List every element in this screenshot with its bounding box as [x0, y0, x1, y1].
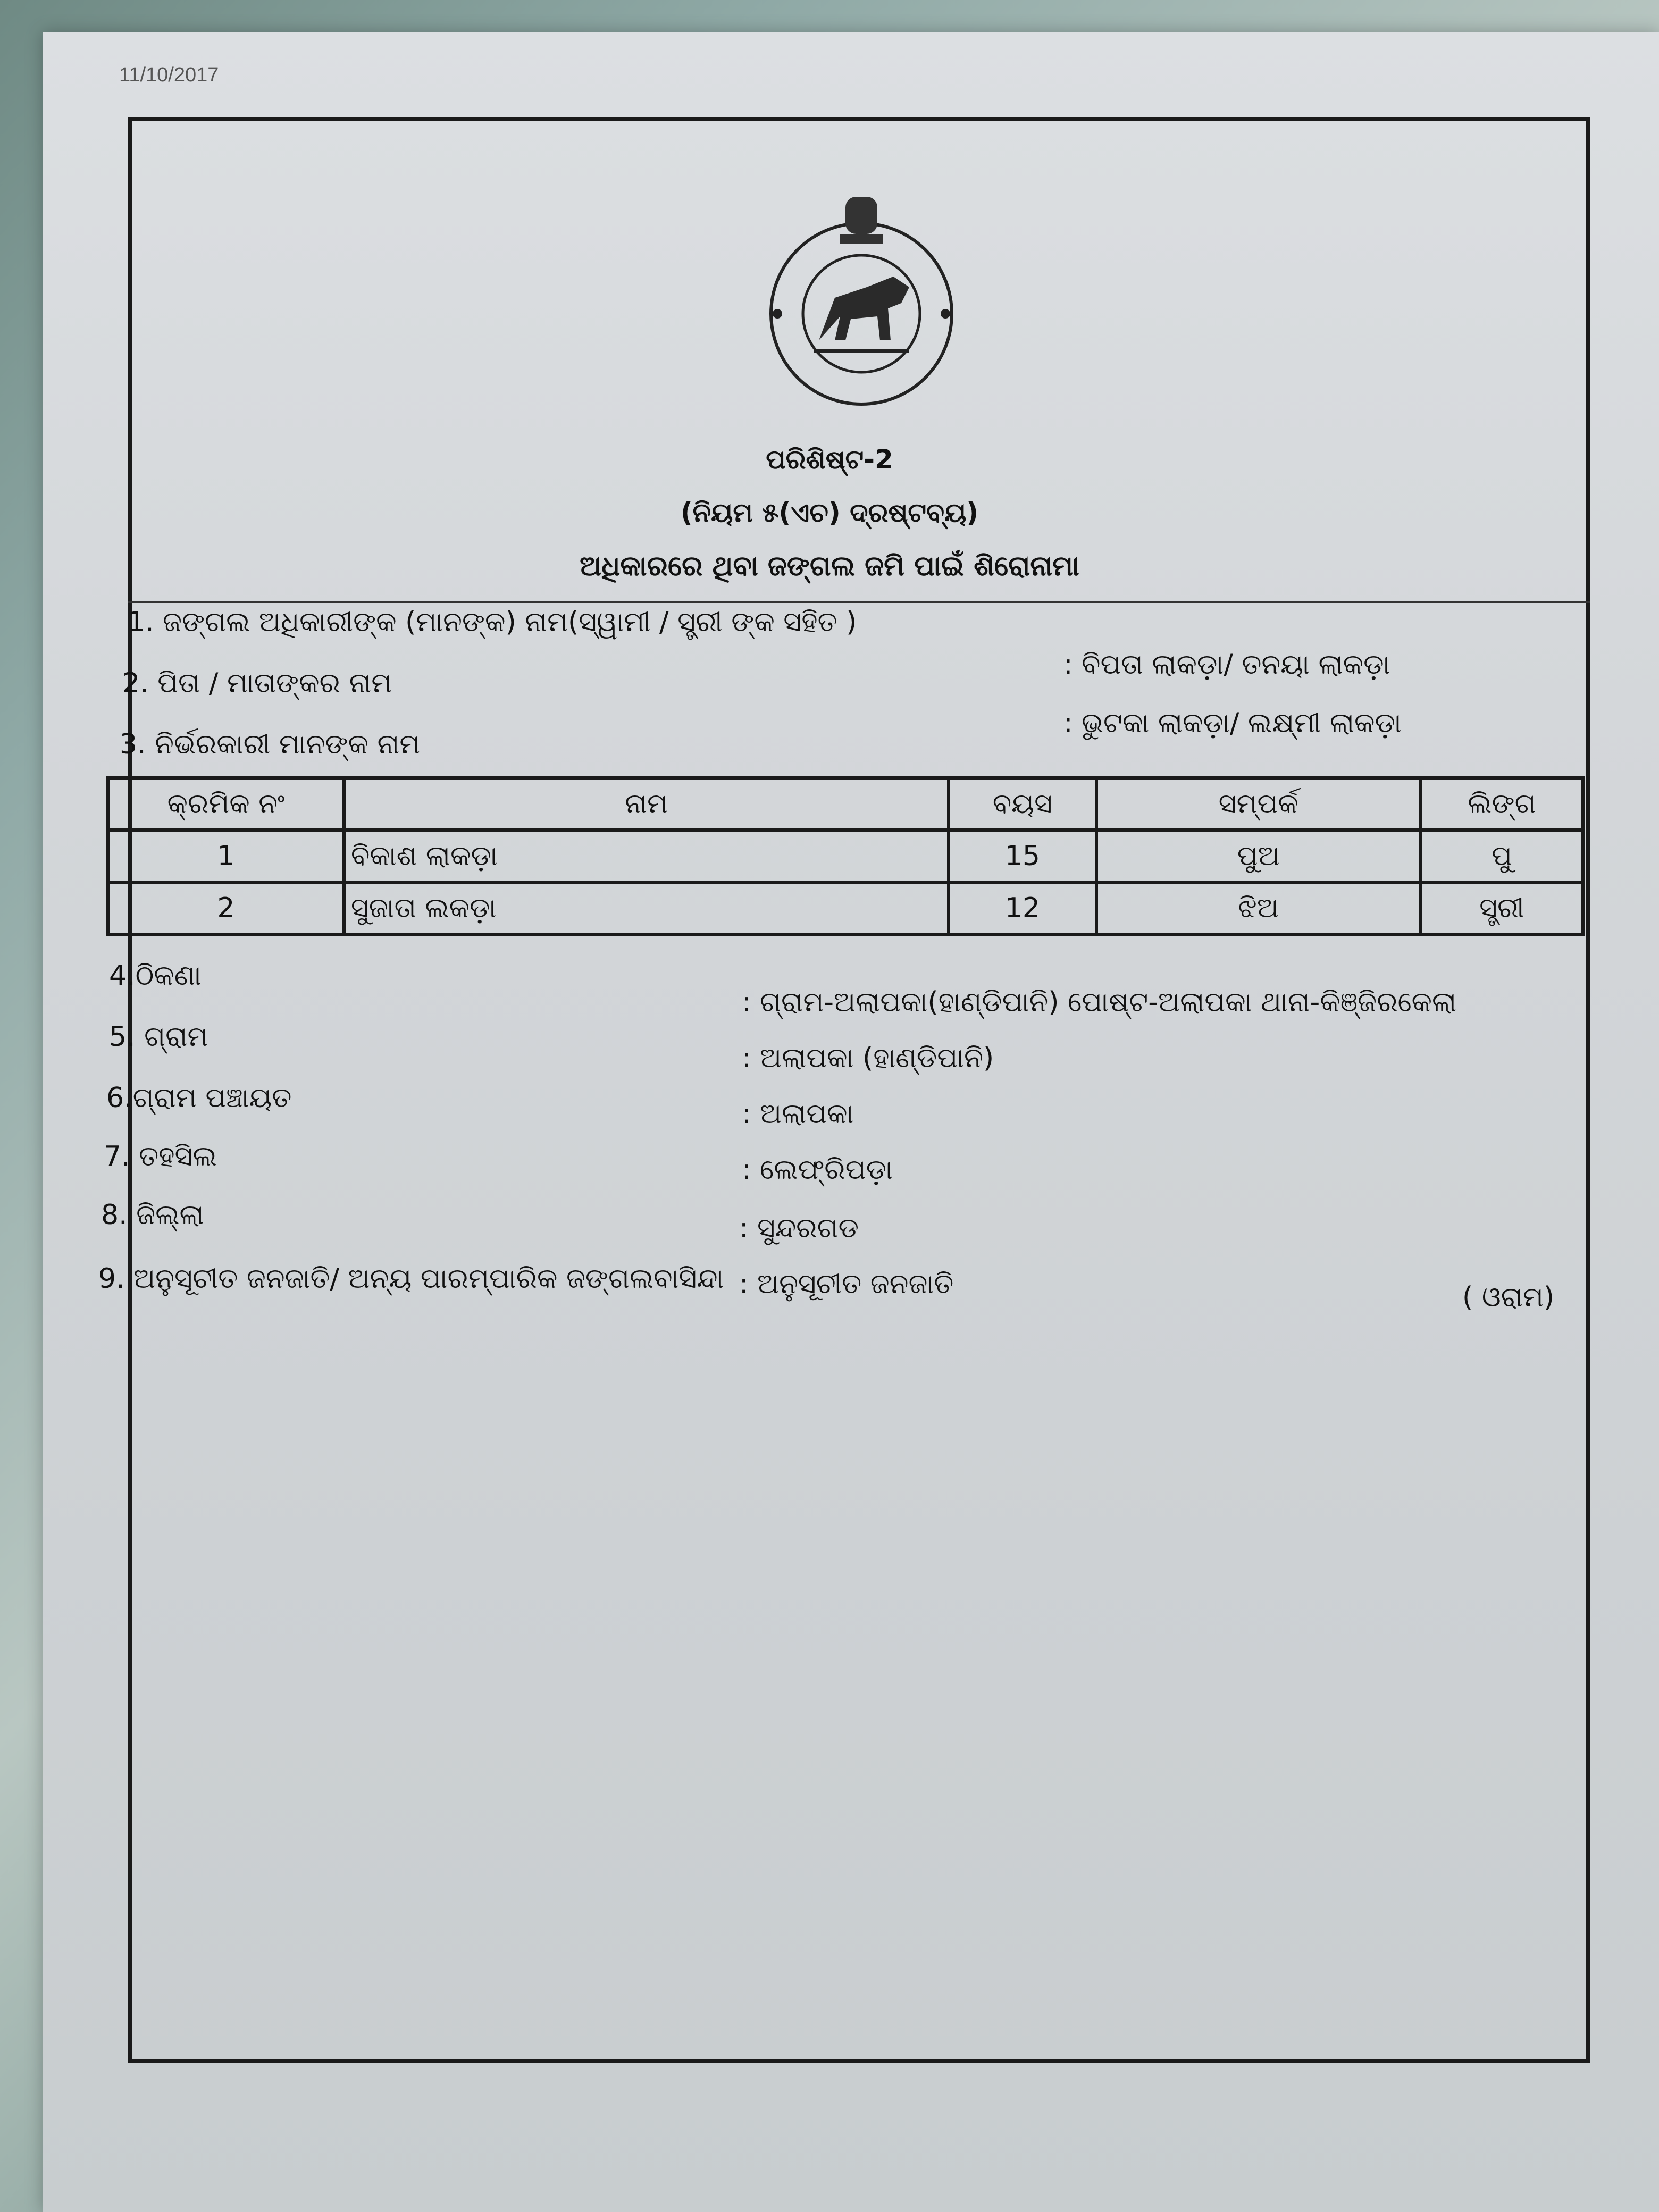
field-label-district: 8. ଜିଲ୍ଲା	[101, 1199, 204, 1231]
cell-gender: ପୁ	[1421, 830, 1583, 882]
tribe-note: ( ଓରାମ)	[1462, 1281, 1555, 1313]
cell-serial: 1	[108, 830, 344, 882]
field-label-dependents: 3. ନିର୍ଭରକାରୀ ମାନଙ୍କ ନାମ	[120, 728, 421, 760]
cell-age: 12	[949, 882, 1096, 934]
cell-serial: 2	[108, 882, 344, 934]
odisha-seal-icon	[766, 197, 957, 409]
field-value-village: : ଅଲାପକା (ହାଣ୍ଡିପାନି)	[742, 1042, 994, 1074]
date-stamp: 11/10/2017	[119, 64, 219, 86]
field-label-parents: 2. ପିତା / ମାତାଙ୍କର ନାମ	[122, 667, 392, 699]
table-header-row	[108, 778, 1583, 830]
col-gender: ଲିଙ୍ଗ	[1421, 778, 1583, 830]
table-row	[108, 830, 1583, 882]
field-value-tehsil: : ଲେଫ୍ରିପଡ଼ା	[742, 1154, 893, 1186]
field-label-address: 4.ଠିକଣା	[109, 960, 202, 992]
cell-age: 15	[949, 830, 1096, 882]
field-label-tribe: 9. ଅନୁସୂଚୀତ ଜନଜାତି/ ଅନ୍ୟ ପାରମ୍ପାରିକ ଜଙ୍ଗଲବାସିନ୍ଦା	[98, 1263, 724, 1295]
table-row	[108, 882, 1583, 934]
cell-relation: ପୁଅ	[1096, 830, 1421, 882]
header-divider	[128, 601, 1590, 603]
field-value-tribe: : ଅନୁସୂଚୀତ ଜନଜାତି	[739, 1268, 954, 1300]
cell-relation: ଝିଅ	[1096, 882, 1421, 934]
col-name: ନାମ	[344, 778, 949, 830]
field-label-village: 5. ଗ୍ରାମ	[109, 1021, 208, 1053]
appendix-title: ପରିଶିଷ୍ଟ-2	[766, 444, 893, 475]
field-value-district: : ସୁନ୍ଦରଗଡ	[739, 1212, 859, 1244]
field-value-holder-name: : ବିପତା ଲାକଡ଼ା/ ତନୟା ଲାକଡ଼ା	[1063, 649, 1390, 681]
field-value-parents: : ଭୁଟକା ଲାକଡ଼ା/ ଲକ୍ଷ୍ମୀ ଲାକଡ଼ା	[1063, 707, 1402, 739]
document-heading: ଅଧିକାରରେ ଥିବା ଜଙ୍ଗଲ ଜମି ପାଇଁ ଶିରୋନାମା	[580, 550, 1079, 582]
field-label-holder-name: 1. ଜଙ୍ଗଲ ଅଧିକାରୀଙ୍କ (ମାନଙ୍କ) ନାମ(ସ୍ୱାମୀ / ସ୍ତ୍ରୀ ଙ୍କ ସହିତ )	[128, 606, 857, 638]
rule-reference: (ନିୟମ ୫(ଏଚ) ଦ୍ରଷ୍ଟବ୍ୟ)	[680, 497, 979, 528]
cell-name: ବିକାଶ ଲାକଡ଼ା	[344, 830, 949, 882]
dependents-table	[106, 776, 1585, 936]
cell-name: ସୁଜାତା ଲକଡ଼ା	[344, 882, 949, 934]
field-label-tehsil: 7. ତହସିଲ	[104, 1141, 217, 1172]
col-relation: ସମ୍ପର୍କ	[1096, 778, 1421, 830]
cell-gender: ସ୍ତ୍ରୀ	[1421, 882, 1583, 934]
field-value-address: : ଗ୍ରାମ-ଅଲାପକା(ହାଣ୍ଡିପାନି) ପୋଷ୍ଟ-ଅଲାପକା ଥାନା-କିଞ୍ଜିରକେଲା	[742, 986, 1457, 1018]
field-value-panchayat: : ଅଲାପକା	[742, 1098, 854, 1130]
field-label-panchayat: 6.ଗ୍ରାମ ପଞ୍ଚାୟତ	[106, 1082, 292, 1114]
col-serial: କ୍ରମିକ ନଂ	[108, 778, 344, 830]
col-age: ବୟସ	[949, 778, 1096, 830]
